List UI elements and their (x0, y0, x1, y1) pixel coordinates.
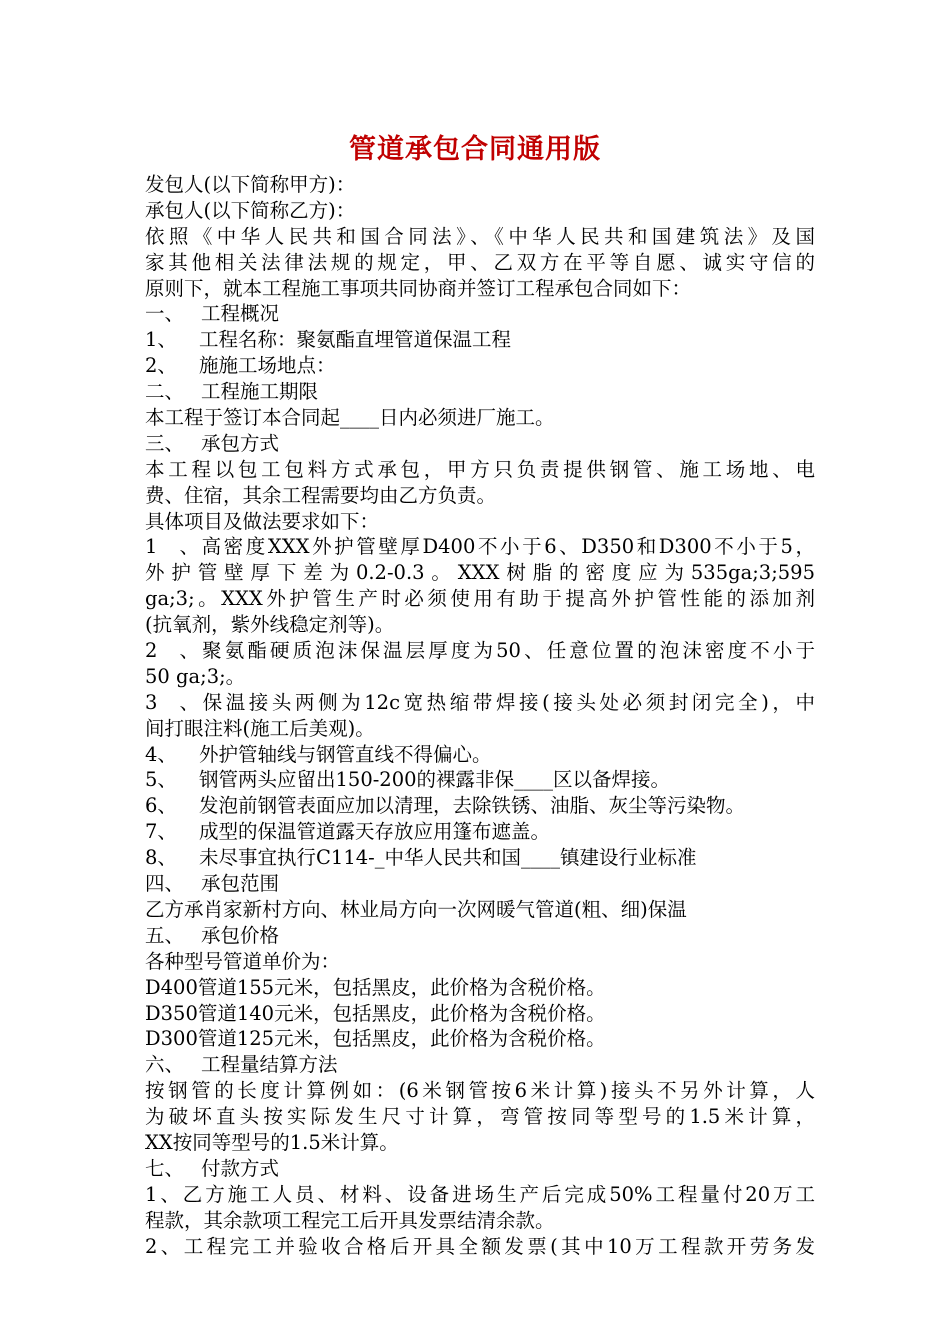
line-text: 外护管轴线与钢管直线不得偏心。 (199, 742, 492, 766)
line-text: 高密度XXX外护管壁厚D400不小于6、D350和D300不小于5， (199, 535, 815, 559)
line-text: 本工程以包工包料方式承包，甲方只负责提供钢管、施工场地、电 (145, 457, 815, 481)
section-number: 六、 (145, 1053, 185, 1077)
line-text: 未尽事宜执行C114-_中华人民共和国____镇建设行业标准 (199, 846, 697, 870)
document-line (145, 224, 815, 250)
line-text: 付款方式 (201, 1156, 280, 1180)
line-text: 承包人(以下简称乙方)： (145, 198, 356, 222)
line-text: 保温接头两侧为12c宽热缩带焊接(接头处必须封闭完全)，中 (199, 690, 815, 714)
line-text: ga;3;。XXX外护管生产时必须使用有助于提高外护管性能的添加剂 (145, 587, 815, 611)
line-text: 为破坏直头按实际发生尺寸计算，弯管按同等型号的1.5米计算， (145, 1105, 815, 1129)
document-line (145, 301, 815, 327)
line-text: 乙方承肖家新村方向、林业局方向一次网暖气管道(粗、细)保温 (145, 897, 687, 921)
document-line (145, 405, 815, 431)
line-text: 本工程于签订本合同起____日内必须进厂施工。 (145, 406, 555, 430)
document-line (145, 1208, 815, 1234)
line-text: 程款，其余款项工程完工后开具发票结清余款。 (145, 1208, 555, 1232)
line-text: 承包价格 (201, 923, 280, 947)
item-number: 7、 (145, 820, 177, 844)
document-line (145, 1182, 815, 1208)
line-text: 具体项目及做法要求如下： (145, 509, 380, 533)
document-line (145, 457, 815, 483)
document-body (145, 172, 815, 1259)
section-number: 一、 (145, 302, 185, 326)
line-text: 按钢管的长度计算例如：(6米钢管按6米计算)接头不另外计算，人 (145, 1079, 815, 1103)
document-line (145, 793, 815, 819)
document-line (145, 534, 815, 560)
document-line (145, 871, 815, 897)
document-line (145, 483, 815, 509)
line-text: 发包人(以下简称甲方)： (145, 173, 356, 196)
document-line (145, 612, 815, 638)
document-line (145, 638, 815, 664)
line-text: XX按同等型号的1.5米计算。 (145, 1130, 399, 1154)
line-text: 发泡前钢管表面应加以清理，去除铁锈、油脂、灰尘等污染物。 (199, 794, 746, 818)
document-line (145, 431, 815, 457)
line-text: 各种型号管道单价为： (145, 949, 341, 973)
document-line (145, 198, 815, 224)
line-text: 工程概况 (201, 302, 280, 326)
item-number: 6、 (145, 794, 177, 818)
item-number: 1、 (145, 535, 199, 559)
item-number: 2、 (145, 354, 177, 378)
document-line (145, 690, 815, 716)
document-line (145, 767, 815, 793)
document-line (145, 327, 815, 353)
document-line (145, 1001, 815, 1027)
item-number: 8、 (145, 846, 177, 870)
document-line (145, 276, 815, 302)
document-line (145, 250, 815, 276)
line-text: 2、工程完工并验收合格后开具全额发票(其中10万工程款开劳务发 (145, 1234, 815, 1258)
document-line (145, 664, 815, 690)
line-text: 工程名称：聚氨酯直埋管道保温工程 (199, 328, 512, 352)
line-text: D400管道155元米，包括黑皮，此价格为含税价格。 (145, 975, 606, 999)
item-number: 2、 (145, 639, 199, 663)
document-line (145, 1104, 815, 1130)
document-line (145, 1234, 815, 1260)
document-line (145, 1156, 815, 1182)
line-text: 费、住宿，其余工程需要均由乙方负责。 (145, 483, 497, 507)
document-line (145, 923, 815, 949)
document-line (145, 560, 815, 586)
line-text: (抗氧剂，紫外线稳定剂等)。 (145, 613, 395, 637)
line-text: 依照《中华人民共和国合同法》、《中华人民共和国建筑法》及国 (145, 224, 815, 248)
document-line (145, 742, 815, 768)
line-text: D350管道140元米，包括黑皮，此价格为含税价格。 (145, 1001, 606, 1025)
document-line (145, 379, 815, 405)
line-text: 原则下，就本工程施工事项共同协商并签订工程承包合同如下： (145, 276, 692, 300)
line-text: 工程施工期限 (201, 380, 319, 404)
document-line (145, 897, 815, 923)
document-title: 管道承包合同通用版 (349, 134, 601, 165)
item-number: 1、 (145, 328, 177, 352)
document-line (145, 845, 815, 871)
line-text: 工程量结算方法 (201, 1053, 338, 1077)
line-text: 聚氨酯硬质泡沫保温层厚度为50、任意位置的泡沫密度不小于 (199, 639, 815, 663)
document-line (145, 1026, 815, 1052)
line-text: 1、乙方施工人员、材料、设备进场生产后完成50%工程量付20万工 (145, 1182, 815, 1206)
line-text: 成型的保温管道露天存放应用篷布遮盖。 (199, 820, 551, 844)
line-text: 外护管壁厚下差为0.2-0.3。XXX树脂的密度应为535ga;3;595 (145, 561, 815, 585)
line-text: 钢管两头应留出150-200的裸露非保____区以备焊接。 (199, 768, 671, 792)
document-line (145, 975, 815, 1001)
section-number: 三、 (145, 431, 185, 455)
document-line (145, 819, 815, 845)
document-line (145, 509, 815, 535)
document-line (145, 172, 815, 198)
line-text: 间打眼注料(施工后美观)。 (145, 716, 375, 740)
line-text: 承包范围 (201, 872, 280, 896)
section-number: 七、 (145, 1156, 185, 1180)
section-number: 四、 (145, 872, 185, 896)
document-line (145, 716, 815, 742)
document-line (145, 1052, 815, 1078)
document-line (145, 1130, 815, 1156)
line-text: D300管道125元米，包括黑皮，此价格为含税价格。 (145, 1027, 606, 1051)
document-line (145, 586, 815, 612)
document-line (145, 949, 815, 975)
item-number: 5、 (145, 768, 177, 792)
section-number: 五、 (145, 923, 185, 947)
item-number: 4、 (145, 742, 177, 766)
document-line (145, 353, 815, 379)
line-text: 承包方式 (201, 431, 280, 455)
section-number: 二、 (145, 380, 185, 404)
item-number: 3、 (145, 690, 199, 714)
line-text: 施施工场地点： (199, 354, 336, 378)
line-text: 50 ga;3;。 (145, 664, 246, 688)
line-text: 家其他相关法律法规的规定，甲、乙双方在平等自愿、诚实守信的 (145, 250, 815, 274)
document-line (145, 1078, 815, 1104)
